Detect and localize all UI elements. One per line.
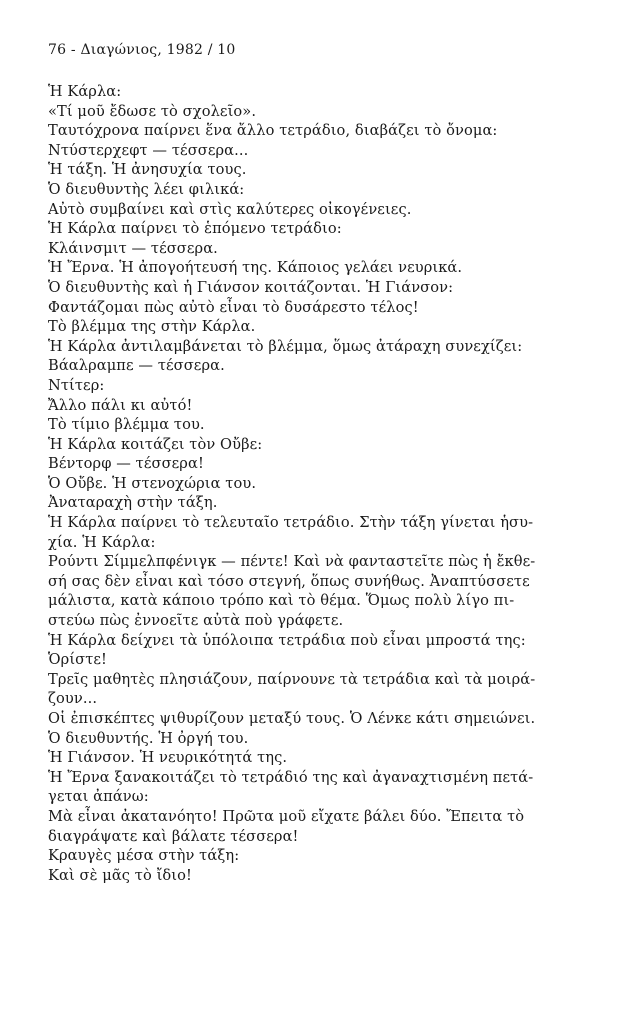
text-line: Ὁ διευθυντὴς λέει φιλικά:: [48, 180, 245, 198]
text-line: Αὐτὸ συμβαίνει καὶ στὶς καλύτερες οἰκογένειες.: [48, 200, 412, 218]
text-line: Φαντάζομαι πὼς αὐτὸ εἶναι τὸ δυσάρεστο τέλος!: [48, 298, 419, 316]
text-line: Ἡ Κάρλα παίρνει τὸ τελευταῖο τετράδιο. Στὴν τάξη γίνεται ἡσυ-: [48, 514, 534, 532]
text-line: Ἡ Ἔρνα ξανακοιτάζει τὸ τετράδιό της καὶ ἀγαναχτισμένη πετά-: [48, 768, 534, 786]
text-line: Καὶ σὲ μᾶς τὸ ἴδιο!: [48, 866, 192, 884]
text-line: Ἡ Κάρλα δείχνει τὰ ὑπόλοιπα τετράδια ποὺ εἶναι μπροστά της:: [48, 631, 526, 649]
text-line: Ἄλλο πάλι κι αὐτό!: [48, 396, 193, 414]
text-line: Ἡ Κάρλα:: [48, 83, 122, 100]
text-line: Οἱ ἐπισκέπτες ψιθυρίζουν μεταξύ τους. Ὁ Λένκε κάτι σημειώνει.: [48, 710, 536, 727]
text-line: στεύω πὼς ἐννοεῖτε αὐτὰ ποὺ γράφετε.: [48, 612, 344, 630]
body-text: [48, 82, 588, 885]
text-line: γεται ἀπάνω:: [48, 788, 149, 806]
text-line: Ὁ διευθυντὴς καὶ ἡ Γιάνσον κοιτάζονται. Ἡ Γιάνσον:: [48, 278, 454, 296]
text-line: σή σας δὲν εἶναι καὶ τόσο στεγνή, ὅπως συνήθως. Ἀναπτύσσετε: [48, 572, 530, 590]
text-line: μάλιστα, κατὰ κάποιο τρόπο καὶ τὸ θέμα. Ὅμως πολὺ λίγο πι-: [48, 592, 515, 610]
text-line: ζουν...: [48, 690, 98, 708]
text-line: Ρούντι Σίμμελπφένιγκ — πέντε! Καὶ νὰ φανταστεῖτε πὼς ἡ ἔκθε-: [48, 553, 536, 571]
text-line: «Τί μοῦ ἔδωσε τὸ σχολεῖο».: [48, 102, 257, 120]
text-line: Ὁ Οὔβε. Ἡ στενοχώρια του.: [48, 474, 257, 492]
text-line: Ἡ Κάρλα παίρνει τὸ ἑπόμενο τετράδιο:: [48, 220, 342, 238]
text-line: Τρεῖς μαθητὲς πλησιάζουν, παίρνουνε τὰ τετράδια καὶ τὰ μοιρά-: [48, 670, 536, 688]
text-line: Ὁ διευθυντής. Ἡ ὀργή του.: [48, 729, 249, 747]
text-line: Βέντορφ — τέσσερα!: [48, 455, 204, 473]
text-line: Ἡ Κάρλα κοιτάζει τὸν Οὔβε:: [48, 435, 263, 453]
text-line: Βάαλραμπε — τέσσερα.: [48, 357, 225, 375]
text-line: Τὸ τίμιο βλέμμα του.: [48, 416, 205, 434]
text-line: Ντύστερχεφτ — τέσσερα...: [48, 141, 249, 159]
text-line: Ἀναταραχὴ στὴν τάξη.: [48, 494, 218, 512]
text-line: Μὰ εἶναι ἀκατανόητο! Πρῶτα μοῦ εἴχατε βάλει δύο. Ἔπειτα τὸ: [48, 807, 525, 825]
text-line: Κραυγὲς μέσα στὴν τάξη:: [48, 847, 240, 865]
text-line: Ταυτόχρονα παίρνει ἕνα ἄλλο τετράδιο, διαβάζει τὸ ὄνομα:: [48, 122, 498, 140]
running-head: 76 - Διαγώνιος, 1982 / 10: [48, 42, 236, 58]
text-line: Τὸ βλέμμα της στὴν Κάρλα.: [48, 318, 256, 336]
text-line: Ἡ Ἔρνα. Ἡ ἀπογοήτευσή της. Κάποιος γελάει νευρικά.: [48, 259, 463, 277]
text-line: Ἡ Γιάνσον. Ἡ νευρικότητά της.: [48, 749, 288, 767]
text-line: Ἡ Κάρλα ἀντιλαμβάνεται τὸ βλέμμα, ὅμως ἀτάραχη συνεχίζει:: [48, 337, 523, 355]
text-line: Ἡ τάξη. Ἡ ἀνησυχία τους.: [48, 161, 247, 179]
text-line: Ὁρίστε!: [48, 651, 108, 669]
text-line: διαγράψατε καὶ βάλατε τέσσερα!: [48, 827, 299, 845]
text-line: Κλάινσμιτ — τέσσερα.: [48, 239, 218, 257]
text-line: χία. Ἡ Κάρλα:: [48, 533, 156, 551]
text-line: Ντίτερ:: [48, 376, 105, 394]
